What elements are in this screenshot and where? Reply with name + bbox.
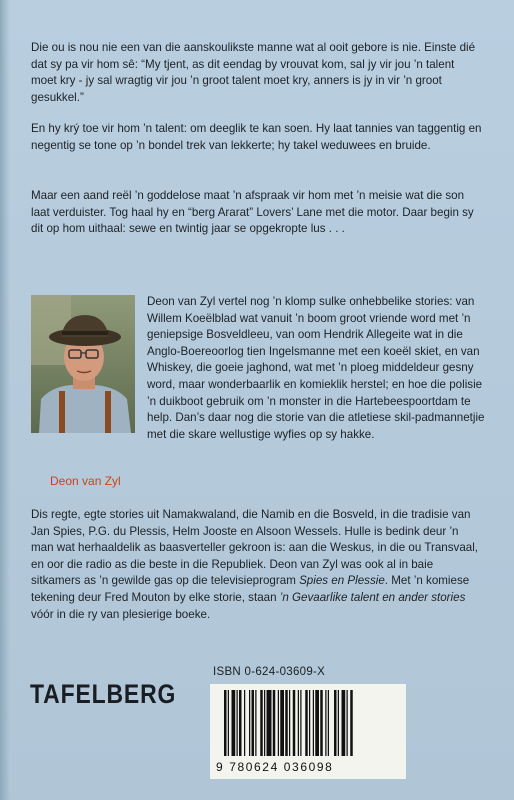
book-title: ’n Gevaarlike talent en ander stories (279, 590, 466, 604)
blurb-paragraph-1: Die ou is nou nie een van die aanskoulikste manne wat al ooit gebore is nie. Einste dié dat sy pa vir hom sê: “My tjent, as dit eendag by vrouvat kom, sal jy vir jou ’n talent moet kry - jy sal wragtig vir jou ’n groot talent moet kry, anners is jy in vir ’n groot gesukkel.” (31, 41, 476, 104)
barcode-bar (293, 690, 296, 756)
closing-text-2: . Met ’n komiese tekening deur Fred Mouton by elke storie, staan (31, 574, 470, 604)
barcode-bar (264, 690, 265, 756)
barcode-bar (285, 690, 288, 756)
spine-shadow (0, 0, 10, 800)
barcode-bar (334, 690, 337, 756)
blurb-paragraph-2: En hy krý toe vir hom ’n talent: om deeglik te kan soen. Hy laat tannies van taggentig en negentig se tone op ’n bondel trek van lekkerte; hy takel weduwees en bruide. (31, 122, 482, 152)
barcode-bar (305, 690, 308, 756)
barcode-bar (239, 690, 242, 756)
barcode-bar (237, 690, 238, 756)
barcode-bar (325, 690, 326, 756)
barcode-bar (347, 690, 348, 756)
barcode-bar (289, 690, 290, 756)
barcode-bar (267, 690, 272, 756)
barcode-bar (252, 690, 255, 756)
author-photo (31, 295, 135, 433)
closing-text-3: vóór in die ry van plesierige boeke. (31, 607, 211, 621)
barcode-bar (313, 690, 314, 756)
barcode-bar (232, 690, 236, 756)
author-bio: Deon van Zyl vertel nog ’n klomp sulke onhebbelike stories: van Willem Koeëlblad wat vanuit ’n boom groot vriende word met ’n geniepsige Bosveldleeu, van oom Hendrik Allegeite wat in die Anglo-Boereoorlog tien Ingelsmanne met een koeël skiet, en van Whiskey, die goeie jaghond, wat met ’n ploeg middeldeur gesny word, maar wonderbaarlik en komieklik herstel; en hoe die polisie ’n duikboot gebruik om ’n monster in die Hartebeespoortdam te help. Dan’s daar nog die storie van die atletiese skil-padmannetjie met die skare wellustige wyfies op sy hakke. (147, 295, 485, 441)
barcode-bar (338, 690, 339, 756)
barcode-bar (278, 690, 279, 756)
barcode-bar (315, 690, 319, 756)
isbn: ISBN 0-624-03609-X (213, 666, 326, 678)
author-photo-illustration (31, 295, 135, 433)
barcode-bar (342, 690, 346, 756)
barcode-bar (350, 690, 353, 756)
barcode-bars (210, 684, 406, 760)
publisher-logo: TAFELBERG (30, 679, 177, 709)
program-title: Spies en Plessie (299, 574, 385, 588)
closing-paragraph (31, 507, 483, 623)
barcode-bar (273, 690, 276, 756)
barcode-bar (298, 690, 299, 756)
barcode-bar (300, 690, 301, 756)
author-photo-caption: Deon van Zyl (50, 474, 121, 488)
barcode-bar (255, 690, 256, 756)
barcode-bar (309, 690, 310, 756)
barcode-bar (260, 690, 263, 756)
barcode-bar (244, 690, 245, 756)
barcode-bar (280, 690, 284, 756)
closing-text-1: Dis regte, egte stories uit Namakwaland, die Namib en die Bosveld, in die tradisie van Jan Spies, P.G. du Plessis, Helm Jooste en Alsoon Wessels. Hulle is bedink deur ’n man wat herhaaldelik as baasverteller gekroon is: aan die Weskus, in die ou Transvaal, en oor die radio as die beste in die Republiek. Deon van Zyl was ook al in baie sitkamers as ’n gewilde gas op die televisieprogram (31, 508, 479, 588)
barcode (210, 684, 406, 779)
blurb-paragraph-3: Maar een aand reël ’n goddelose maat ’n afspraak vir hom met ’n meisie wat die son laat verduister. Tog haal hy en “berg Ararat” Lovers’ Lane met die motor. Daar begin sy dit op hom uithaal: sewe en twintig jaar se opgekropte lus . . . (31, 189, 474, 236)
barcode-bar (328, 690, 329, 756)
barcode-bar (249, 690, 250, 756)
barcode-bar (228, 690, 229, 756)
barcode-digits: 9 780624 036098 (216, 760, 334, 774)
barcode-bar (224, 690, 227, 756)
barcode-bar (320, 690, 323, 756)
